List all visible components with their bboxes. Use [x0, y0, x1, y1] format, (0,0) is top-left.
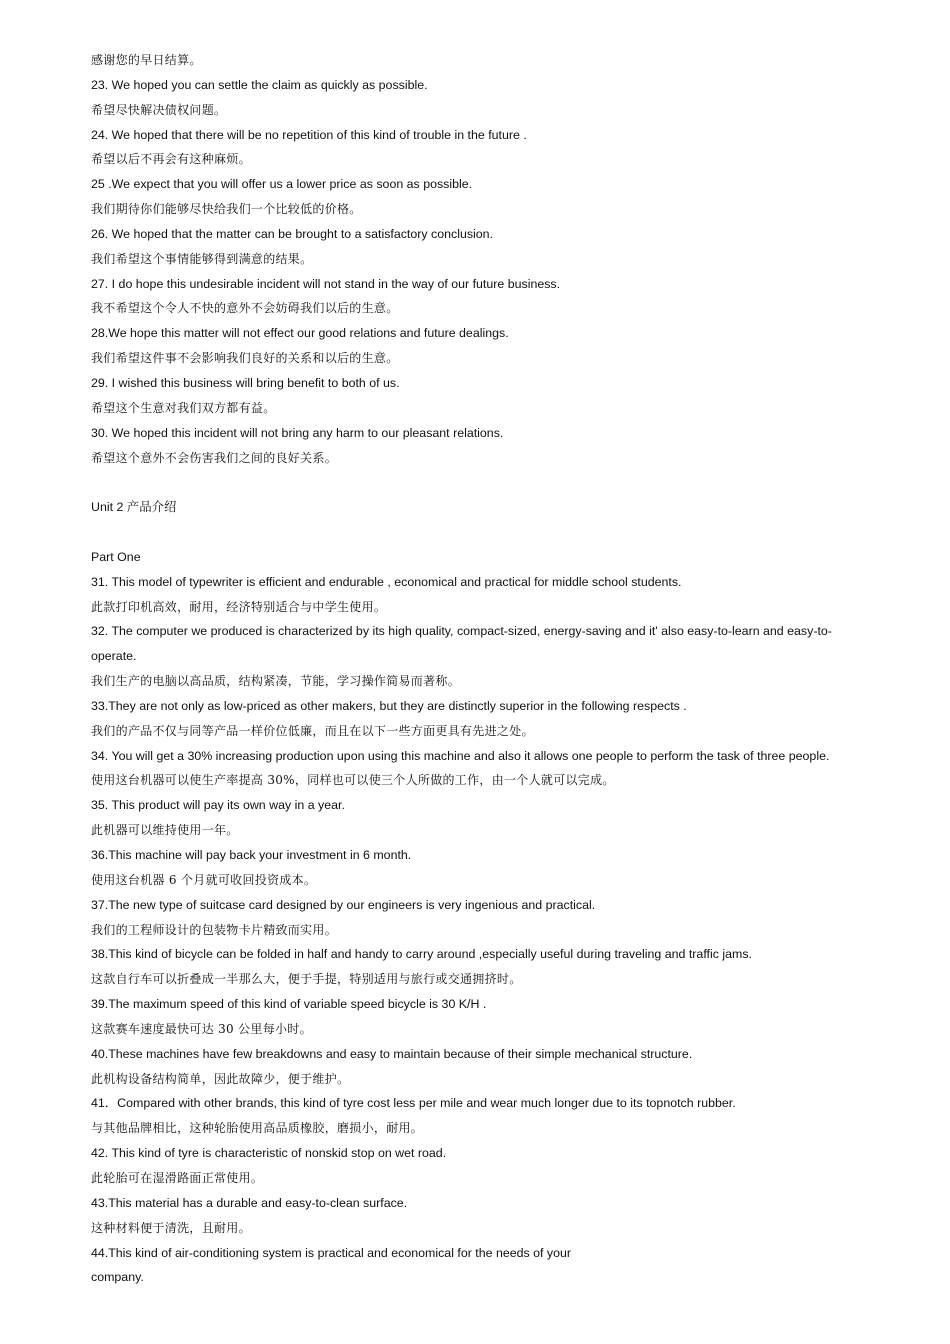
chinese-translation-line: 我们生产的电脑以高品质，结构紧凑，节能，学习操作简易而著称。	[91, 674, 461, 689]
chinese-translation-line: 此机构设备结构简单，因此故障少，便于维护。	[91, 1071, 350, 1086]
english-sentence-line: 26. We hoped that the matter can be brought to a satisfactory conclusion.	[91, 226, 494, 241]
english-sentence-line: 39.The maximum speed of this kind of variable speed bicycle is 30 K/H .	[91, 997, 487, 1012]
chinese-translation-line: 与其他品牌相比，这种轮胎使用高品质橡胶，磨损小，耐用。	[91, 1121, 424, 1136]
english-sentence-line: Part One	[91, 549, 141, 564]
chinese-translation-line: 此款打印机高效，耐用，经济特别适合与中学生使用。	[91, 599, 387, 614]
chinese-translation-line: 这款赛车速度最快可达 30 公里每小时。	[91, 1021, 312, 1036]
english-sentence-line: Unit 2 产品介绍	[91, 500, 177, 515]
document-page	[91, 48, 871, 1290]
english-sentence-line: 34. You will get a 30% increasing production upon using this machine and also it allows one people to perform the task of three people.	[91, 748, 830, 763]
chinese-translation-line: 我们期待你们能够尽快给我们一个比较低的价格。	[91, 202, 362, 217]
english-sentence-line: 36.This machine will pay back your investment in 6 month.	[91, 848, 412, 862]
chinese-translation-line: 我们希望这件事不会影响我们良好的关系和以后的生意。	[91, 351, 399, 366]
english-sentence-line: 29. I wished this business will bring benefit to both of us.	[91, 375, 400, 390]
english-sentence-line: 35. This product will pay its own way in a year.	[91, 798, 345, 813]
english-sentence-line: 38.This kind of bicycle can be folded in half and handy to carry around ,especially useful during traveling and traffic jams.	[91, 947, 752, 962]
chinese-translation-line: 希望这个意外不会伤害我们之间的良好关系。	[91, 450, 338, 465]
chinese-translation-line: 希望尽快解决债权问题。	[91, 102, 227, 117]
english-sentence-line: 42. This kind of tyre is characteristic of nonskid stop on wet road.	[91, 1146, 447, 1161]
chinese-translation-line: 这款自行车可以折叠成一半那么大，便于手提，特别适用与旅行或交通拥挤时。	[91, 972, 522, 987]
english-sentence-line: operate.	[91, 649, 137, 664]
english-sentence-line: 43.This material has a durable and easy-to-clean surface.	[91, 1195, 408, 1210]
english-sentence-line: 31. This model of typewriter is efficient and endurable , economical and practical for middle school students.	[91, 574, 682, 589]
chinese-translation-line: 此轮胎可在湿滑路面正常使用。	[91, 1170, 264, 1185]
chinese-translation-line: 我们的产品不仅与同等产品一样价位低廉，而且在以下一些方面更具有先进之处。	[91, 723, 534, 738]
chinese-translation-line: 我不希望这个令人不快的意外不会妨碍我们以后的生意。	[91, 301, 399, 316]
english-sentence-line: 33.They are not only as low-priced as other makers, but they are distinctly superior in the following respects .	[91, 698, 687, 713]
english-sentence-line: 25 .We expect that you will offer us a lower price as soon as possible.	[91, 177, 473, 192]
english-sentence-line: 41．Compared with other brands, this kind of tyre cost less per mile and wear much longer due to its topnotch rubber.	[91, 1096, 736, 1111]
blank-line	[91, 520, 871, 545]
english-sentence-line: 40.These machines have few breakdowns and easy to maintain because of their simple mechanical structure.	[91, 1046, 693, 1061]
english-sentence-line: company.	[91, 1270, 144, 1285]
english-sentence-line: 37.The new type of suitcase card designed by our engineers is very ingenious and practical.	[91, 897, 596, 912]
chinese-translation-line: 我们的工程师设计的包装物卡片精致而实用。	[91, 922, 338, 937]
chinese-translation-line: 我们希望这个事情能够得到满意的结果。	[91, 251, 313, 266]
blank-line	[91, 470, 871, 495]
chinese-translation-line: 希望这个生意对我们双方都有益。	[91, 400, 276, 415]
chinese-translation-line: 希望以后不再会有这种麻烦。	[91, 152, 251, 167]
english-sentence-line: 30. We hoped this incident will not bring any harm to our pleasant relations.	[91, 425, 504, 440]
english-sentence-line: 27. I do hope this undesirable incident will not stand in the way of our future business.	[91, 276, 561, 291]
english-sentence-line: 32. The computer we produced is characterized by its high quality, compact-sized, energy-saving and it' also easy-to-learn and easy-to-	[91, 624, 832, 639]
english-sentence-line: 44.This kind of air-conditioning system is practical and economical for the needs of your	[91, 1245, 572, 1260]
chinese-translation-line: 使用这台机器可以使生产率提高 30%，同样也可以使三个人所做的工作，由一个人就可以完成。	[91, 773, 615, 788]
chinese-translation-line: 这种材料便于清洗，且耐用。	[91, 1220, 251, 1235]
chinese-translation-line: 此机器可以维持使用一年。	[91, 823, 239, 838]
chinese-translation-line: 使用这台机器 6 个月就可收回投资成本。	[91, 872, 317, 887]
chinese-translation-line: 感谢您的早日结算。	[91, 53, 202, 67]
english-sentence-line: 24. We hoped that there will be no repetition of this kind of trouble in the future .	[91, 127, 527, 142]
english-sentence-line: 23. We hoped you can settle the claim as quickly as possible.	[91, 77, 428, 92]
english-sentence-line: 28.We hope this matter will not effect our good relations and future dealings.	[91, 326, 509, 341]
